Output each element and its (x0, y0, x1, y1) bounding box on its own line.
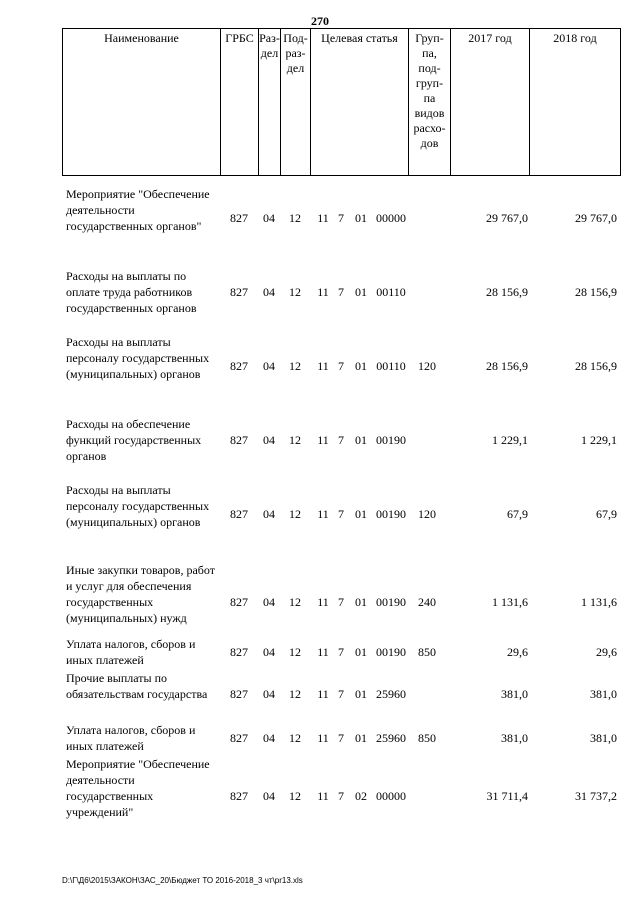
row-target-subprogram: 7 (338, 687, 344, 701)
table-row (62, 482, 621, 546)
row-2018: 1 131,6 (581, 595, 617, 609)
header-name: Наименование (63, 29, 221, 175)
row-2017: 28 156,9 (486, 285, 528, 299)
table-row (62, 268, 621, 316)
row-2017: 381,0 (501, 731, 528, 745)
row-2018: 1 229,1 (581, 433, 617, 447)
row-grbs: 827 (230, 285, 248, 299)
row-razdel: 04 (263, 645, 275, 659)
row-target-event: 01 (355, 595, 367, 609)
row-target-program: 11 (317, 789, 329, 803)
row-target-subprogram: 7 (338, 359, 344, 373)
table-row (62, 562, 621, 642)
row-razdel: 04 (263, 433, 275, 447)
row-target-direction: 00190 (376, 595, 406, 609)
table-row (62, 670, 621, 718)
row-target-program: 11 (317, 433, 329, 447)
row-podrazdel: 12 (289, 645, 301, 659)
row-grbs: 827 (230, 359, 248, 373)
row-name: Мероприятие "Обеспечение деятельности государственных учреждений" (66, 757, 210, 819)
table-header (62, 28, 621, 176)
header-2017: 2017 год (451, 29, 530, 175)
row-target-direction: 25960 (376, 731, 406, 745)
row-target-subprogram: 7 (338, 285, 344, 299)
row-name: Расходы на обеспечение функций государственных органов (66, 417, 202, 463)
row-target-direction: 25960 (376, 687, 406, 701)
row-grbs: 827 (230, 645, 248, 659)
file-path-footer: D:\Г\Д6\2015\ЗАКОН\ЗАС_20\Бюджет ТО 2016-2018_3 чт\pr13.xls (62, 876, 303, 885)
row-target-program: 11 (317, 211, 329, 225)
row-target-direction: 00110 (376, 285, 406, 299)
row-podrazdel: 12 (289, 211, 301, 225)
row-2017: 29 767,0 (486, 211, 528, 225)
row-grbs: 827 (230, 211, 248, 225)
row-2018: 67,9 (596, 507, 617, 521)
row-grbs: 827 (230, 595, 248, 609)
table-row (62, 416, 621, 464)
table-row (62, 186, 621, 250)
row-2017: 1 131,6 (492, 595, 528, 609)
row-2018: 28 156,9 (575, 359, 617, 373)
row-group: 240 (418, 595, 436, 609)
row-target-program: 11 (317, 507, 329, 521)
row-2018: 381,0 (590, 687, 617, 701)
row-razdel: 04 (263, 731, 275, 745)
row-2017: 31 711,4 (486, 789, 528, 803)
row-podrazdel: 12 (289, 285, 301, 299)
row-razdel: 04 (263, 211, 275, 225)
row-target-event: 01 (355, 359, 367, 373)
row-2018: 28 156,9 (575, 285, 617, 299)
row-2018: 381,0 (590, 731, 617, 745)
row-target-program: 11 (317, 645, 329, 659)
row-target-program: 11 (317, 359, 329, 373)
row-target-event: 01 (355, 645, 367, 659)
row-target-subprogram: 7 (338, 731, 344, 745)
row-target-subprogram: 7 (338, 595, 344, 609)
row-target-event: 01 (355, 211, 367, 225)
row-podrazdel: 12 (289, 507, 301, 521)
row-2017: 29,6 (507, 645, 528, 659)
row-grbs: 827 (230, 507, 248, 521)
row-name: Уплата налогов, сборов и иных платежей (66, 637, 196, 667)
row-target-direction: 00190 (376, 507, 406, 521)
row-razdel: 04 (263, 595, 275, 609)
header-podrazdel: Под- раз- дел (281, 29, 311, 175)
row-grbs: 827 (230, 731, 248, 745)
row-name: Расходы на выплаты персоналу государственных (муниципальных) органов (66, 335, 210, 381)
row-grbs: 827 (230, 433, 248, 447)
header-2018: 2018 год (553, 31, 597, 45)
row-name: Расходы на выплаты персоналу государственных (муниципальных) органов (66, 483, 210, 529)
row-group: 850 (418, 731, 436, 745)
table-row (62, 636, 621, 668)
row-razdel: 04 (263, 687, 275, 701)
row-target-direction: 00110 (376, 359, 406, 373)
row-target-program: 11 (317, 285, 329, 299)
row-group: 120 (418, 359, 436, 373)
page-number: 270 (311, 14, 329, 28)
row-target-direction: 00000 (376, 211, 406, 225)
row-target-subprogram: 7 (338, 507, 344, 521)
row-podrazdel: 12 (289, 433, 301, 447)
row-target-subprogram: 7 (338, 789, 344, 803)
row-2018: 29 767,0 (575, 211, 617, 225)
row-2017: 381,0 (501, 687, 528, 701)
row-target-program: 11 (317, 731, 329, 745)
row-grbs: 827 (230, 687, 248, 701)
row-target-subprogram: 7 (338, 211, 344, 225)
table-row (62, 756, 621, 836)
row-target-program: 11 (317, 687, 329, 701)
row-2017: 67,9 (507, 507, 528, 521)
row-target-event: 02 (355, 789, 367, 803)
row-target-program: 11 (317, 595, 329, 609)
row-podrazdel: 12 (289, 687, 301, 701)
table-row (62, 722, 621, 754)
row-group: 850 (418, 645, 436, 659)
row-name: Расходы на выплаты по оплате труда работников государственных органов (66, 269, 197, 315)
row-razdel: 04 (263, 285, 275, 299)
row-name: Прочие выплаты по обязательствам государства (66, 671, 208, 701)
header-group: Груп- па, под- груп- па видов расхо- дов (409, 29, 451, 175)
row-target-direction: 00190 (376, 433, 406, 447)
row-name: Уплата налогов, сборов и иных платежей (66, 723, 196, 753)
row-razdel: 04 (263, 789, 275, 803)
table-row (62, 334, 621, 398)
row-podrazdel: 12 (289, 359, 301, 373)
row-target-event: 01 (355, 433, 367, 447)
row-razdel: 04 (263, 359, 275, 373)
row-razdel: 04 (263, 507, 275, 521)
header-target: Целевая статья (311, 29, 409, 175)
row-name: Иные закупки товаров, работ и услуг для обеспечения государственных (муниципальных) нужд (66, 563, 215, 625)
row-2018: 29,6 (596, 645, 617, 659)
row-target-direction: 00000 (376, 789, 406, 803)
row-target-event: 01 (355, 285, 367, 299)
row-target-subprogram: 7 (338, 433, 344, 447)
row-target-direction: 00190 (376, 645, 406, 659)
row-target-subprogram: 7 (338, 645, 344, 659)
row-podrazdel: 12 (289, 731, 301, 745)
row-2017: 1 229,1 (492, 433, 528, 447)
row-grbs: 827 (230, 789, 248, 803)
header-grbs: ГРБС (221, 29, 259, 175)
row-podrazdel: 12 (289, 789, 301, 803)
row-target-event: 01 (355, 731, 367, 745)
row-target-event: 01 (355, 687, 367, 701)
row-group: 120 (418, 507, 436, 521)
row-name: Мероприятие "Обеспечение деятельности государственных органов" (66, 187, 210, 233)
header-razdel: Раз- дел (259, 29, 281, 175)
row-2018: 31 737,2 (575, 789, 617, 803)
row-target-event: 01 (355, 507, 367, 521)
row-2017: 28 156,9 (486, 359, 528, 373)
row-podrazdel: 12 (289, 595, 301, 609)
